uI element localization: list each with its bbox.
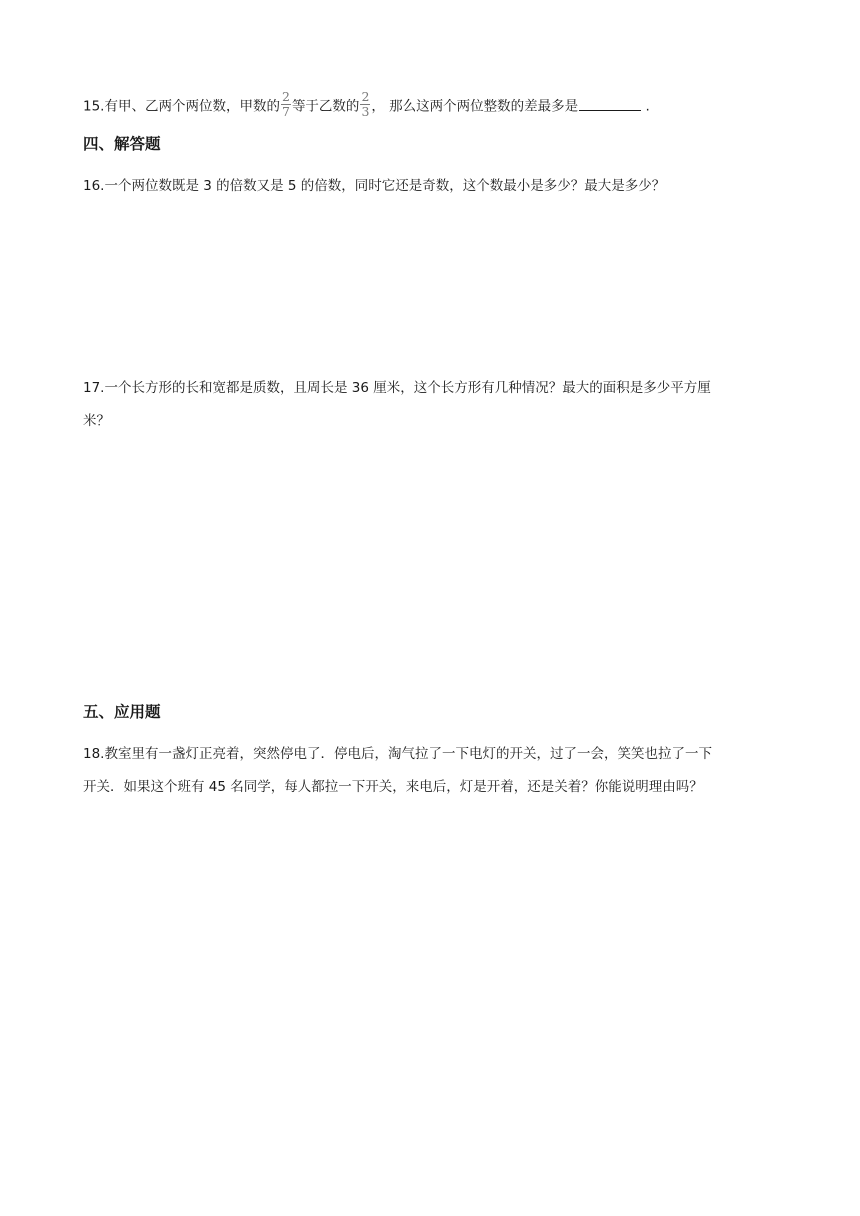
- fraction-denominator: 7: [281, 104, 290, 119]
- question-15: [83, 89, 650, 120]
- fraction-numerator: 2: [281, 89, 290, 104]
- q15-suffix: ， 那么这两个两位整数的差最多是: [371, 98, 579, 115]
- q15-prefix: 15.有甲、乙两个两位数，甲数的: [83, 98, 280, 115]
- question-16: 16.一个两位数既是 3 的倍数又是 5 的倍数，同时它还是奇数，这个数最小是多少？最大是多少？: [83, 178, 666, 194]
- question-18: [83, 744, 783, 810]
- fraction-two-thirds: [360, 91, 370, 118]
- answer-blank[interactable]: [579, 96, 641, 111]
- fraction-numerator: 2: [361, 89, 370, 104]
- question-17: [83, 378, 783, 444]
- section-heading-4: 四、解答题: [83, 135, 161, 153]
- q15-end: .: [641, 98, 650, 115]
- q15-middle: 等于乙数的: [291, 98, 360, 115]
- fraction-denominator: 3: [361, 104, 370, 119]
- section-heading-5: 五、应用题: [83, 703, 161, 721]
- question-18-line-2: 开关．如果这个班有 45 名同学，每人都拉一下开关，来电后，灯是开着，还是关着？你能说明理由吗？: [83, 779, 703, 795]
- question-17-line-2: 米？: [83, 413, 110, 429]
- question-18-line-1: 18.教室里有一盏灯正亮着，突然停电了．停电后，淘气拉了一下电灯的开关，过了一会，笑笑也拉了一下: [83, 746, 712, 762]
- question-17-line-1: 17.一个长方形的长和宽都是质数，且周长是 36 厘米，这个长方形有几种情况？最大的面积是多少平方厘: [83, 380, 711, 396]
- fraction-two-sevenths: [281, 91, 291, 118]
